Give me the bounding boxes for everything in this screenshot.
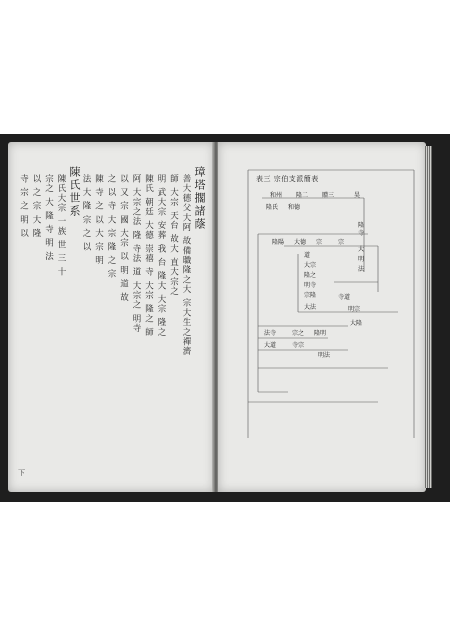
text-column: 以 之 宗 大 隆 [31,174,41,239]
text-column: 明 武大宗 安葬 我 台 隆大 大宗 隆之 [156,174,166,338]
tree-node: 明 [358,256,365,263]
tree-node: 隆陽 [272,239,285,246]
text-column: 以 又 宗 國 大宗 以 明 道 故 [118,174,129,303]
tree-node: 大隆 [350,320,363,327]
tree-node: 道 [304,252,311,259]
tree-node: 大德 [294,239,307,246]
page-number: 下 [18,469,25,477]
tree-node: 和州 [270,192,283,199]
tree-node: 明宗 [348,306,361,313]
text-column: 陳氏大宗 一族 世 三 十 [56,174,66,277]
chart-title: 表三 宗伯支派簡表 [256,175,319,183]
tree-node: 隆之 [304,272,317,279]
tree-node: 寺 [358,230,365,237]
tree-node: 明寺 [304,282,317,289]
tree-node: 贈三 [322,192,335,199]
open-book [8,142,426,492]
tree-node: 隆 [358,222,365,229]
tree-node: 明法 [318,352,331,359]
text-column: 阿 大宗之法 隆 寺法 道 大宗之 明寺 [131,174,141,334]
tree-node: 寺道 [338,294,351,301]
section-heading: 陳氏世系 [68,166,81,218]
tree-node: 隆氏 [266,204,279,211]
tree-node: 寺宗 [292,342,305,349]
section-heading: 璋塔擱諸蔭 [193,166,206,231]
right-page [218,142,426,492]
text-column: 師 大宗 天台 故大 直大宗之 [168,174,179,297]
tree-node: 宗之 [292,330,305,337]
tree-node: 法 [358,266,365,273]
text-column: 善大德父大阿 故備職隆之大 宗大生之禪濟 [181,174,191,357]
text-column: 之 以 寺 大 宗 隆 之 宗 [106,174,116,279]
text-column: 陳 寺 之 以 大 宗 明 [93,174,104,266]
tree-node: 宗隆 [304,292,317,299]
text-column: 宗之 大 隆 寺 明 法 [43,174,54,262]
page-edges [424,146,432,488]
tree-node: 隆明 [314,330,327,337]
text-column: 寺 宗 之 明 以 [18,174,29,239]
tree-node: 昊 [354,192,361,199]
tree-node: 大宗 [304,262,317,269]
tree-node: 宗 [338,239,345,246]
tree-node: 大 [358,246,365,253]
tree-node: 隆二 [296,192,309,199]
text-column: 陳氏 朝廷 大德 崇禧 寺 大宗 隆之 師 [143,174,154,338]
tree-node: 和德 [288,204,301,211]
text-column: 法 大 隆 宗 之 以 [81,174,91,252]
tree-node: 大道 [264,342,277,349]
tree-node: 法寺 [264,330,277,337]
left-page [8,142,214,492]
tree-node: 宗 [316,239,323,246]
tree-node: 大法 [304,304,317,311]
